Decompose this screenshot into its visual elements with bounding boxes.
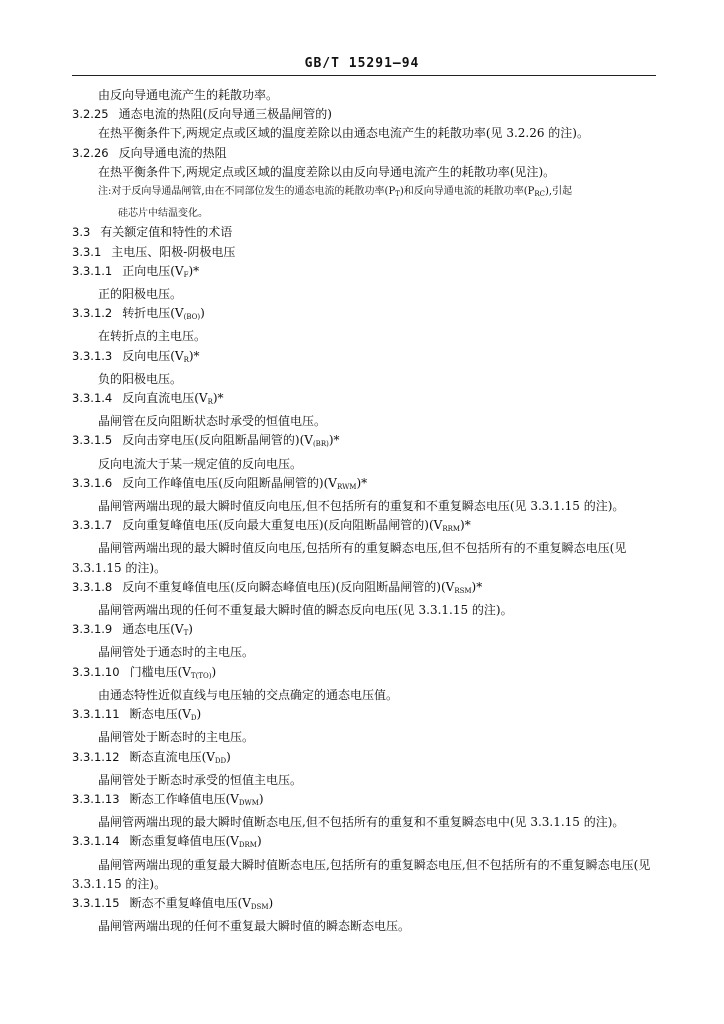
note: 注:对于反向导通晶闸管,由在不同部位发生的通态电流的耗散功率$(P_T)$和反向导通电流的耗散功率$(P_{RC})$,引起 — [98, 186, 573, 199]
term-heading: 3.3.1.3 反向电压$(V_R)*$ — [72, 348, 200, 364]
definition: 晶闸管两端出现的任何不重复最大瞬时值的瞬态反向电压(见 3.3.1.15 的注)。 — [98, 603, 513, 618]
term-heading: 3.3.1.13 断态工作峰值电压$(V_{DWM})$ — [72, 791, 264, 807]
definition: 晶闸管两端出现的最大瞬时值断态电压,但不包括所有的重复和不重复瞬态电中(见 3.3.1.15 的注)。 — [98, 815, 625, 830]
definition: 晶闸管在反向阻断状态时承受的恒值电压。 — [98, 414, 327, 429]
term-heading: 3.3.1.7 反向重复峰值电压(反向最大重复电压)(反向阻断晶闸管的)$(V_{RRM})*$ — [72, 518, 471, 534]
definition: 反向电流大于某一规定值的反向电压。 — [98, 456, 303, 471]
clause-heading: 3.2.25 通态电流的热阻(反向导通三极晶闸管的) — [72, 107, 332, 122]
definition: 在转折点的主电压。 — [98, 329, 207, 344]
term-heading: 3.3.1.5 反向击穿电压(反向阻断晶闸管的)$(V_{(BR)})*$ — [72, 433, 340, 449]
term-heading: 3.3.1.2 转折电压$(V_{(BO)})$ — [72, 306, 205, 322]
term-heading: 3.3.1.6 反向工作峰值电压(反向阻断晶闸管的)$(V_{RWM})*$ — [72, 475, 368, 491]
term-heading: 3.3.1.9 通态电压$(V_T)$ — [72, 622, 193, 638]
term-heading: 3.3.1.11 断态电压$(V_D)$ — [72, 707, 202, 723]
term-heading: 3.3.1.10 门槛电压$(V_{T(TO)})$ — [72, 664, 217, 680]
page-header: GB/T 15291—94 — [304, 56, 420, 71]
term-heading: 3.3.1.14 断态重复峰值电压$(V_{DRM})$ — [72, 834, 262, 850]
definition: 晶闸管处于断态时的主电压。 — [98, 730, 255, 745]
definition: 晶闸管两端出现的最大瞬时值反向电压,但不包括所有的重复和不重复瞬态电压(见 3.3.1.15 的注)。 — [98, 499, 625, 514]
definition: 负的阳极电压。 — [98, 371, 183, 386]
definition: 晶闸管两端出现的任何不重复最大瞬时值的瞬态断态电压。 — [98, 919, 411, 934]
definition: 晶闸管两端出现的最大瞬时值反向电压,包括所有的重复瞬态电压,但不包括所有的不重复瞬态电压(见 3.3.1.15 的注)。 — [72, 541, 627, 575]
term-heading: 3.3.1.15 断态不重复峰值电压$(V_{DSM})$ — [72, 895, 274, 911]
term-heading: 3.3.1.12 断态直流电压$(V_{DD})$ — [72, 749, 231, 765]
term-heading: 3.3.1.8 反向不重复峰值电压(反向瞬态峰值电压)(反向阻断晶闸管的)$(V_{RSM})*$ — [72, 579, 483, 595]
clause-heading: 3.3.1 主电压、阳极-阴极电压 — [72, 244, 236, 259]
term-heading: 3.3.1.4 反向直流电压$(V_R)*$ — [72, 391, 224, 407]
paragraph: 由反向导通电流产生的耗散功率。 — [98, 88, 279, 102]
definition: 晶闸管处于断态时承受的恒值主电压。 — [98, 772, 303, 787]
clause-heading: 3.2.26 反向导通电流的热阻 — [72, 145, 227, 160]
section-heading: 3.3 有关额定值和特性的术语 — [72, 225, 233, 240]
definition: 由通态特性近似直线与电压轴的交点确定的通态电压值。 — [98, 687, 399, 702]
definition: 晶闸管处于通态时的主电压。 — [98, 645, 255, 660]
definition: 晶闸管两端出现的重复最大瞬时值断态电压,包括所有的重复瞬态电压,但不包括所有的不重复瞬态电压(见 3.3.1.15 的注)。 — [72, 857, 651, 891]
note-continuation: 硅芯片中结温变化。 — [118, 208, 208, 220]
document-body — [72, 86, 662, 936]
paragraph: 在热平衡条件下,两规定点或区域的温度差除以由通态电流产生的耗散功率(见 3.2.26 的注)。 — [98, 126, 589, 141]
definition: 正的阳极电压。 — [98, 287, 183, 302]
term-heading: 3.3.1.1 正向电压$(V_F)*$ — [72, 263, 200, 279]
paragraph: 在热平衡条件下,两规定点或区域的温度差除以由反向导通电流产生的耗散功率(见注)。 — [98, 164, 556, 179]
header-rule — [72, 75, 656, 76]
